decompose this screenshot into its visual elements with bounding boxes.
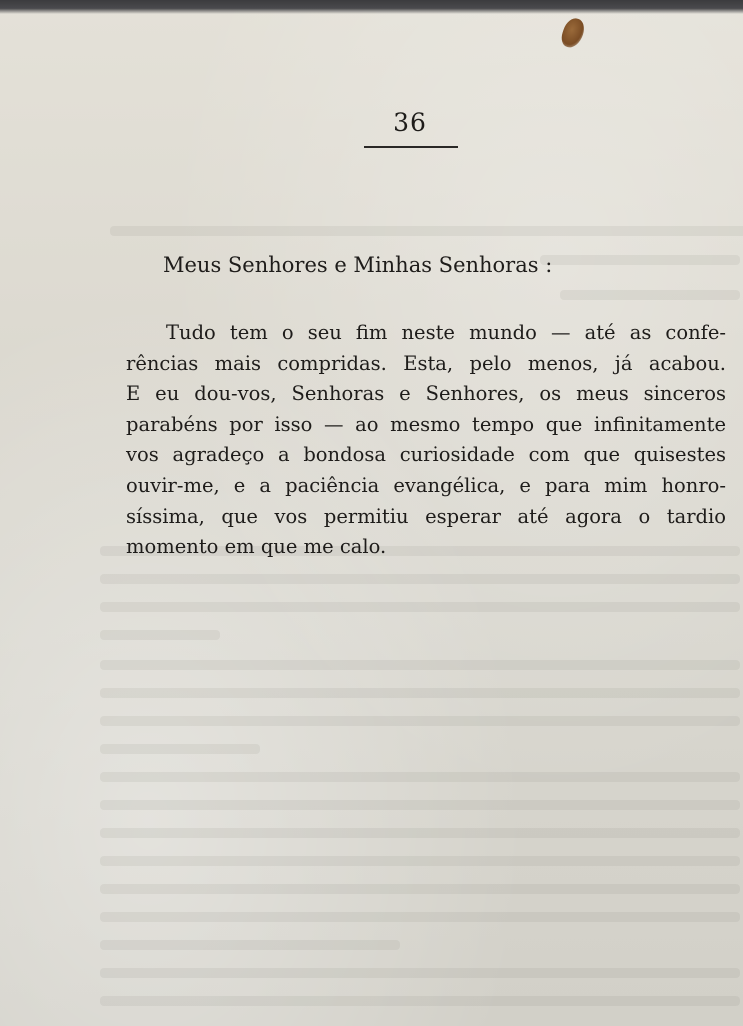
show-through-line bbox=[100, 744, 260, 754]
paragraph-line: parabéns por isso — ao mesmo tempo que infinitamente bbox=[126, 412, 726, 436]
show-through-line bbox=[100, 996, 740, 1006]
show-through-line bbox=[100, 716, 740, 726]
show-through-line bbox=[100, 660, 740, 670]
paragraph-line: Tudo tem o seu fim neste mundo — até as confe- bbox=[166, 321, 726, 344]
show-through-line bbox=[100, 800, 740, 810]
show-through-line bbox=[100, 856, 740, 866]
show-through-line bbox=[100, 574, 740, 584]
show-through-line bbox=[100, 940, 400, 950]
paragraph-line: E eu dou-vos, Senhoras e Senhores, os meus sinceros bbox=[126, 382, 726, 406]
show-through-line bbox=[100, 630, 220, 640]
paragraph-line: momento em que me calo. bbox=[126, 535, 387, 559]
page-top-edge bbox=[0, 0, 743, 14]
ink-stain bbox=[559, 16, 587, 51]
show-through-line bbox=[100, 828, 740, 838]
paragraph-line: rências mais compridas. Esta, pelo menos, já acabou. bbox=[126, 351, 726, 375]
show-through-line bbox=[560, 290, 740, 300]
show-through-line bbox=[100, 772, 740, 782]
salutation-heading: Meus Senhores e Minhas Senhoras : bbox=[163, 253, 553, 277]
page-number-rule bbox=[364, 146, 458, 148]
show-through-line bbox=[540, 255, 740, 265]
show-through-line bbox=[100, 968, 740, 978]
show-through-line bbox=[100, 602, 740, 612]
closing-paragraph bbox=[126, 318, 726, 563]
show-through-line bbox=[110, 226, 743, 236]
show-through-line bbox=[100, 912, 740, 922]
show-through-line bbox=[100, 688, 740, 698]
page-number: 36 bbox=[393, 108, 427, 137]
show-through-line bbox=[100, 884, 740, 894]
paragraph-line: ouvir-me, e a paciência evangélica, e para mim honro- bbox=[126, 473, 726, 497]
paragraph-line: vos agradeço a bondosa curiosidade com que quisestes bbox=[126, 443, 726, 467]
paragraph-line: síssima, que vos permitiu esperar até agora o tardio bbox=[126, 504, 726, 528]
